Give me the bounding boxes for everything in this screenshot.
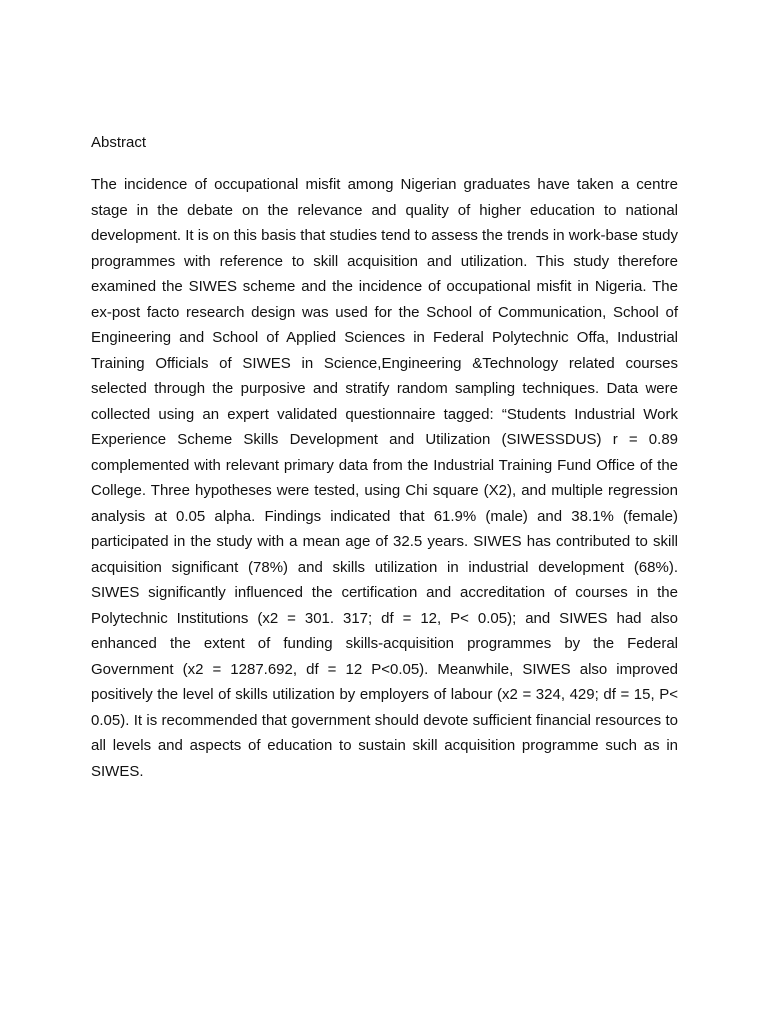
abstract-body: The incidence of occupational misfit among Nigerian graduates have taken a centre stage in the debate on the relevance and quality of higher education to national development. It is on this basis that studies tend to assess the trends in work-base study programmes with reference to skill acquisition and utilization. This study therefore examined the SIWES scheme and the incidence of occupational misfit in Nigeria. The ex-post facto research design was used for the School of Communication, School of Engineering and School of Applied Sciences in Federal Polytechnic Offa, Industrial Training Officials of SIWES in Science,Engineering &Technology related courses selected through the purposive and stratify random sampling techniques. Data were collected using an expert validated questionnaire tagged: “Students Industrial Work Experience Scheme Skills Development and Utilization (SIWESSDUS) r = 0.89 complemented with relevant primary data from the Industrial Training Fund Office of the College. Three hypotheses were tested, using Chi square (X2), and multiple regression analysis at 0.05 alpha. Findings indicated that 61.9% (male) and 38.1% (female) participated in the study with a mean age of 32.5 years. SIWES has contributed to skill acquisition significant (78%) and skills utilization in industrial development (68%). SIWES significantly influenced the certification and accreditation of courses in the Polytechnic Institutions (x2 = 301. 317; df = 12, P< 0.05); and SIWES had also enhanced the extent of funding skills-acquisition programmes by the Federal Government (x2 = 1287.692, df = 12 P<0.05). Meanwhile, SIWES also improved positively the level of skills utilization by employers of labour (x2 = 324, 429; df = 15, P< 0.05). It is recommended that government should devote sufficient financial resources to all levels and aspects of education to sustain skill acquisition programme such as in SIWES.	[91, 176, 678, 780]
abstract-heading: Abstract	[91, 134, 147, 151]
